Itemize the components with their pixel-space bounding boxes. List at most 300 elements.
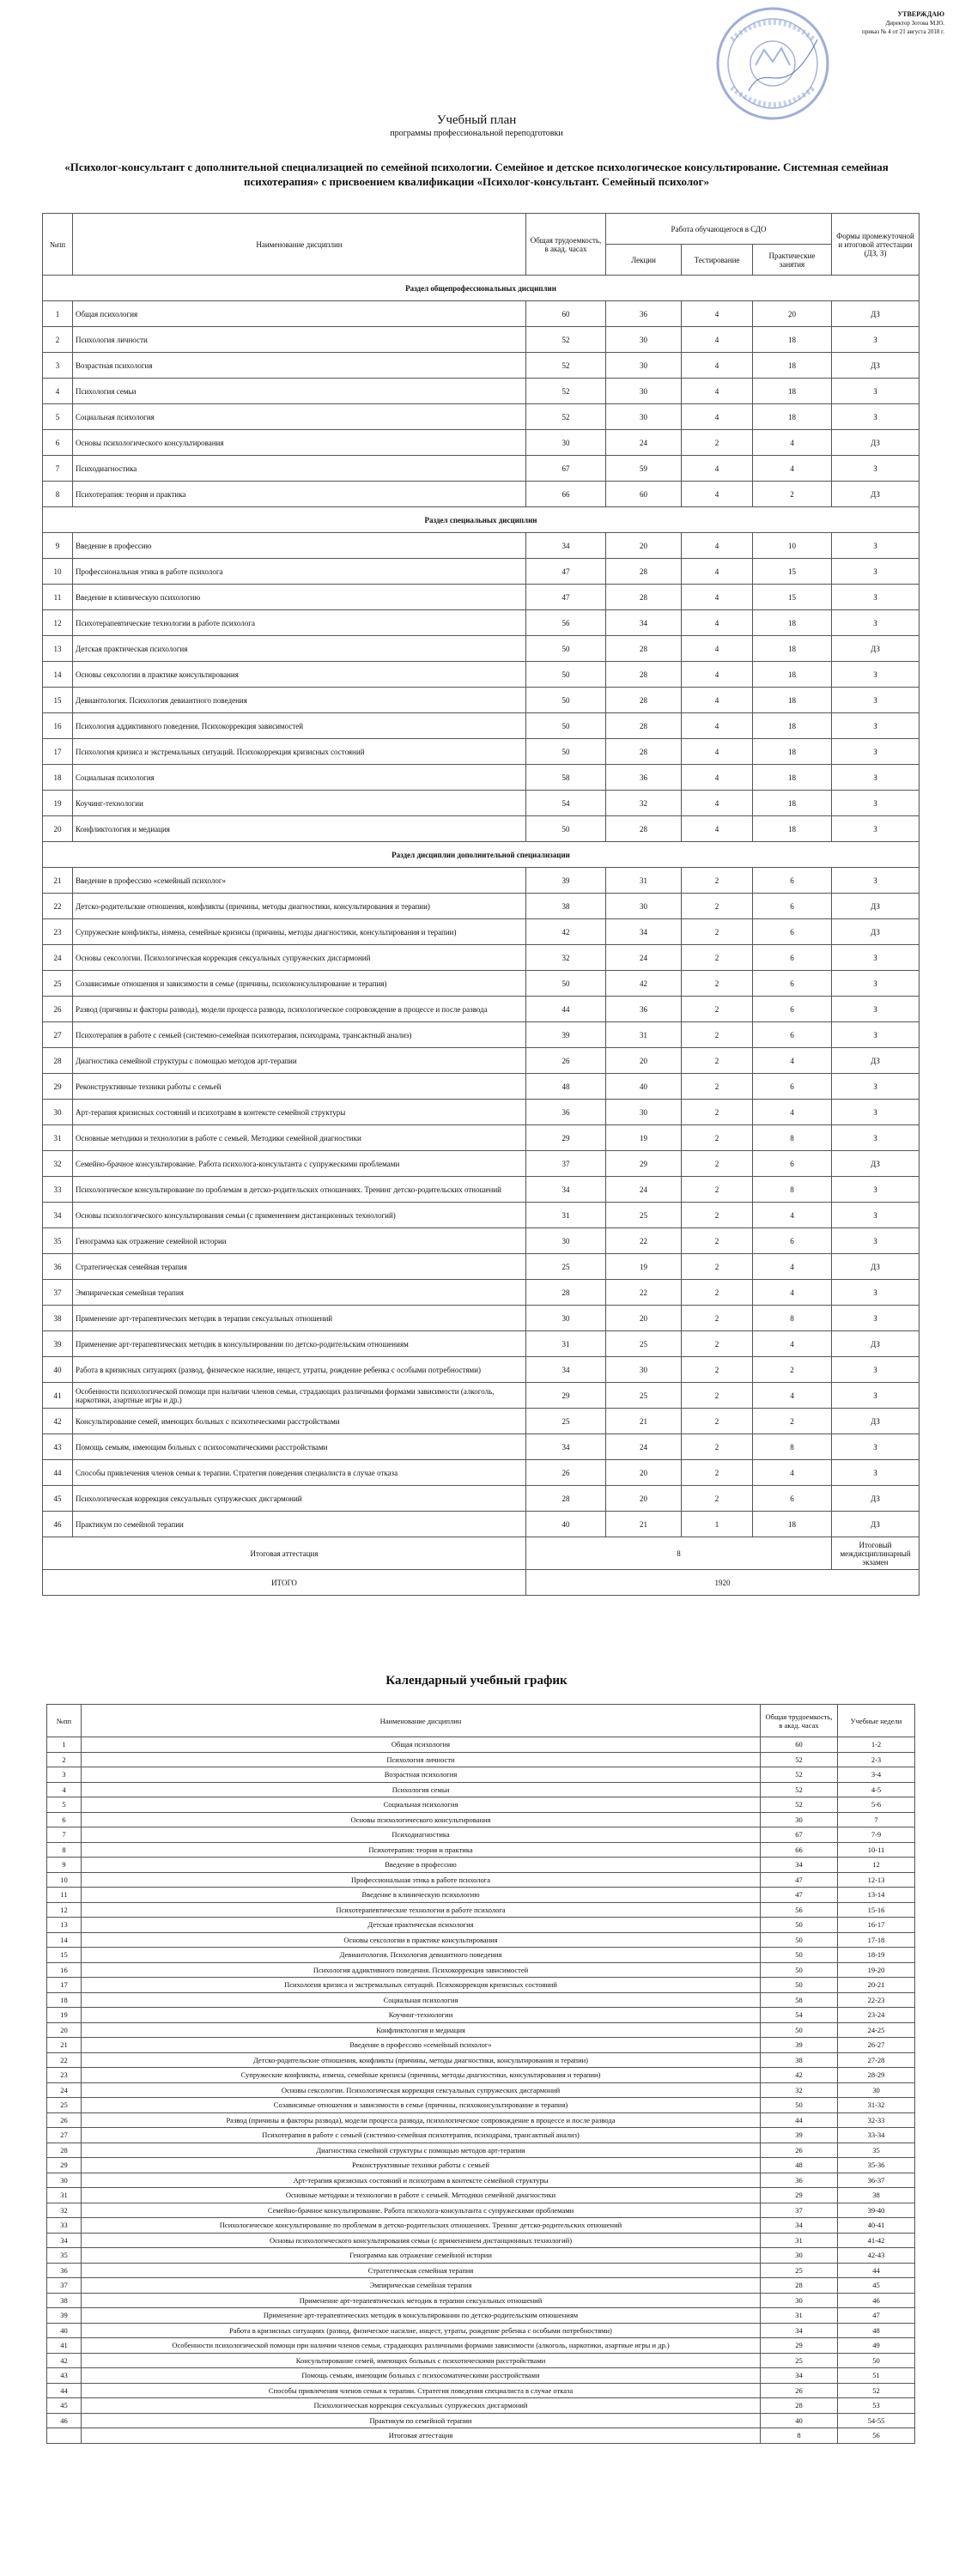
testing-hours: 2 bbox=[682, 1177, 753, 1203]
table-row bbox=[43, 739, 920, 765]
lecture-hours: 24 bbox=[606, 945, 682, 971]
row-num: 6 bbox=[43, 430, 73, 456]
lecture-hours: 25 bbox=[606, 1383, 682, 1409]
discipline-name: Реконструктивные техники работы с семьей bbox=[73, 1074, 526, 1100]
testing-hours: 2 bbox=[682, 1409, 753, 1434]
discipline-name: Развод (причины и факторы развода), модели процесса развода, психологическое сопровождение в процессе и после развода bbox=[73, 997, 526, 1022]
row-num: 24 bbox=[47, 2082, 82, 2098]
approval-order: приказ № 4 от 21 августа 2018 г. bbox=[861, 28, 944, 35]
total-hours: 50 bbox=[761, 1962, 838, 1978]
lecture-hours: 28 bbox=[606, 713, 682, 739]
table-row bbox=[47, 2203, 915, 2218]
lecture-hours: 28 bbox=[606, 636, 682, 662]
lecture-hours: 28 bbox=[606, 662, 682, 688]
row-num: 33 bbox=[43, 1177, 73, 1203]
table-row bbox=[43, 894, 920, 919]
table-row bbox=[43, 1022, 920, 1048]
study-weeks: 4-5 bbox=[838, 1782, 915, 1797]
discipline-name: Основы сексологии в практике консультирования bbox=[82, 1932, 761, 1948]
lecture-hours: 31 bbox=[606, 868, 682, 894]
table-row bbox=[43, 1383, 920, 1409]
total-hours: 31 bbox=[526, 1203, 606, 1228]
discipline-name: Социальная психология bbox=[73, 765, 526, 791]
total-hours: 25 bbox=[526, 1254, 606, 1280]
total-hours: 50 bbox=[761, 1948, 838, 1963]
table-row bbox=[43, 1074, 920, 1100]
assessment-form: З bbox=[832, 739, 920, 765]
lecture-hours: 34 bbox=[606, 919, 682, 945]
practice-hours: 6 bbox=[753, 894, 832, 919]
total-hours: 30 bbox=[526, 1228, 606, 1254]
discipline-name: Психодиагностика bbox=[73, 456, 526, 482]
testing-hours: 4 bbox=[682, 662, 753, 688]
discipline-name: Психологическое консультирование по проблемам в детско-родительских отношениях. Тренинг детско-родительских отношений bbox=[82, 2218, 761, 2234]
table-row bbox=[43, 1306, 920, 1331]
total-hours: 28 bbox=[761, 2398, 838, 2414]
discipline-name: Практикум по семейной терапии bbox=[73, 1512, 526, 1537]
table-row bbox=[47, 1902, 915, 1918]
assessment-form: З bbox=[832, 533, 920, 559]
total-hours: 25 bbox=[526, 1409, 606, 1434]
table-row bbox=[43, 327, 920, 353]
total-hours: 52 bbox=[526, 353, 606, 379]
total-hours: 39 bbox=[526, 1022, 606, 1048]
lecture-hours: 22 bbox=[606, 1280, 682, 1306]
study-weeks: 54-55 bbox=[838, 2413, 915, 2428]
practice-hours: 6 bbox=[753, 1486, 832, 1512]
study-weeks: 5-6 bbox=[838, 1797, 915, 1813]
table-row bbox=[47, 1858, 915, 1873]
row-num: 3 bbox=[47, 1767, 82, 1783]
discipline-name: Способы привлечения членов семьи к терапии. Стратегия поведения специалиста в случае отказа bbox=[73, 1460, 526, 1486]
total-hours: 50 bbox=[526, 713, 606, 739]
practice-hours: 4 bbox=[753, 1203, 832, 1228]
study-weeks: 2-3 bbox=[838, 1752, 915, 1767]
row-num: 19 bbox=[43, 791, 73, 816]
study-weeks: 51 bbox=[838, 2368, 915, 2384]
table-row bbox=[47, 2052, 915, 2068]
study-weeks: 17-18 bbox=[838, 1932, 915, 1948]
testing-hours: 2 bbox=[682, 1203, 753, 1228]
practice-hours: 18 bbox=[753, 739, 832, 765]
study-weeks: 39-40 bbox=[838, 2203, 915, 2218]
total-hours: 44 bbox=[526, 997, 606, 1022]
program-title: «Психолог-консультант с дополнительной специализацией по семейной психологии. Семейное и детское психологическое консультирование. Системная семейная психотерапия» с присвоением квалификации «Психолог-консультант. Семейный психолог» bbox=[64, 161, 889, 188]
discipline-name: Общая психология bbox=[82, 1737, 761, 1753]
assessment-form: З bbox=[832, 945, 920, 971]
row-num: 13 bbox=[47, 1918, 82, 1933]
document-title: Учебный план bbox=[436, 113, 517, 127]
row-num: 23 bbox=[43, 919, 73, 945]
approval-block bbox=[807, 10, 944, 36]
total-hours: 39 bbox=[526, 868, 606, 894]
row-num: 26 bbox=[47, 2112, 82, 2128]
table-row bbox=[43, 997, 920, 1022]
table-row bbox=[43, 379, 920, 404]
discipline-name: Применение арт-терапевтических методик в терапии сексуальных отношений bbox=[73, 1306, 526, 1331]
discipline-name: Диагностика семейной структуры с помощью методов арт-терапии bbox=[82, 2143, 761, 2158]
total-hours: 50 bbox=[526, 971, 606, 997]
study-weeks: 35-36 bbox=[838, 2158, 915, 2173]
discipline-name: Введение в клиническую психологию bbox=[73, 585, 526, 610]
table-row bbox=[47, 2323, 915, 2338]
assessment-form: ДЗ bbox=[832, 1254, 920, 1280]
testing-hours: 4 bbox=[682, 404, 753, 430]
practice-hours: 2 bbox=[753, 482, 832, 507]
total-hours: 1920 bbox=[526, 1570, 920, 1596]
table-row bbox=[47, 2308, 915, 2324]
lecture-hours: 60 bbox=[606, 482, 682, 507]
study-weeks: 40-41 bbox=[838, 2218, 915, 2234]
discipline-name: Детская практическая психология bbox=[73, 636, 526, 662]
table-row bbox=[47, 2098, 915, 2113]
practice-hours: 4 bbox=[753, 1460, 832, 1486]
testing-hours: 1 bbox=[682, 1512, 753, 1537]
table-row bbox=[43, 353, 920, 379]
lecture-hours: 34 bbox=[606, 610, 682, 636]
table-row bbox=[43, 1254, 920, 1280]
discipline-name: Созависимые отношения и зависимости в семье (причины, психоконсультирование и терапия) bbox=[73, 971, 526, 997]
study-weeks: 46 bbox=[838, 2293, 915, 2308]
practice-hours: 10 bbox=[753, 533, 832, 559]
total-hours: 50 bbox=[526, 816, 606, 842]
discipline-name: Основы сексологии. Психологическая коррекция сексуальных супружеских дисгармоний bbox=[73, 945, 526, 971]
total-hours: 50 bbox=[526, 688, 606, 713]
assessment-form: З bbox=[832, 1177, 920, 1203]
practice-hours: 4 bbox=[753, 1100, 832, 1125]
assessment-form: З bbox=[832, 1228, 920, 1254]
assessment-form: З bbox=[832, 713, 920, 739]
row-num: 1 bbox=[47, 1737, 82, 1753]
header-practice: Практические занятия bbox=[753, 245, 832, 276]
discipline-name: Основы сексологии. Психологическая коррекция сексуальных супружеских дисгармоний bbox=[82, 2082, 761, 2098]
row-num: 4 bbox=[43, 379, 73, 404]
row-num: 25 bbox=[43, 971, 73, 997]
study-weeks: 47 bbox=[838, 2308, 915, 2324]
discipline-name: Арт-терапия кризисных состояний и психотравм в контексте семейной структуры bbox=[82, 2173, 761, 2188]
final-attestation-row bbox=[47, 2428, 915, 2444]
row-num: 20 bbox=[43, 816, 73, 842]
table-row bbox=[47, 1888, 915, 1903]
study-weeks: 44 bbox=[838, 2263, 915, 2278]
study-weeks: 30 bbox=[838, 2082, 915, 2098]
row-num: 18 bbox=[43, 765, 73, 791]
row-num: 45 bbox=[47, 2398, 82, 2414]
total-hours: 34 bbox=[761, 2218, 838, 2234]
lecture-hours: 19 bbox=[606, 1254, 682, 1280]
assessment-form: З bbox=[832, 610, 920, 636]
discipline-name: Основы психологического консультирования bbox=[82, 1812, 761, 1827]
final-attestation-label: Итоговая аттестация bbox=[43, 1537, 526, 1570]
practice-hours: 6 bbox=[753, 1022, 832, 1048]
row-num: 41 bbox=[43, 1383, 73, 1409]
total-hours: 26 bbox=[761, 2383, 838, 2398]
practice-hours: 2 bbox=[753, 1409, 832, 1434]
header-sdo: Работа обучающегося в СДО bbox=[606, 214, 832, 245]
testing-hours: 4 bbox=[682, 688, 753, 713]
total-hours: 40 bbox=[761, 2413, 838, 2428]
discipline-name: Супружеские конфликты, измена, семейные кризисы (причины, методы диагностики, консультирования и терапии) bbox=[73, 919, 526, 945]
discipline-name: Профессиональная этика в работе психолога bbox=[82, 1872, 761, 1888]
table-row bbox=[47, 2218, 915, 2234]
practice-hours: 18 bbox=[753, 713, 832, 739]
discipline-name: Практикум по семейной терапии bbox=[82, 2413, 761, 2428]
lecture-hours: 20 bbox=[606, 1306, 682, 1331]
assessment-form: З bbox=[832, 791, 920, 816]
row-num: 15 bbox=[43, 688, 73, 713]
total-hours: 47 bbox=[761, 1872, 838, 1888]
testing-hours: 2 bbox=[682, 945, 753, 971]
total-hours: 34 bbox=[761, 1858, 838, 1873]
row-num: 26 bbox=[43, 997, 73, 1022]
row-num: 44 bbox=[47, 2383, 82, 2398]
discipline-name: Консультирование семей, имеющих больных с психотическими расстройствами bbox=[82, 2353, 761, 2368]
table-row bbox=[43, 1409, 920, 1434]
row-num: 30 bbox=[47, 2173, 82, 2188]
lecture-hours: 28 bbox=[606, 585, 682, 610]
header-forms: Формы промежуточной и итоговой аттестации (ДЗ, З) bbox=[832, 214, 920, 276]
testing-hours: 4 bbox=[682, 353, 753, 379]
total-hours: 34 bbox=[526, 1177, 606, 1203]
total-hours: 60 bbox=[761, 1737, 838, 1753]
assessment-form: З bbox=[832, 1022, 920, 1048]
row-num: 19 bbox=[47, 2008, 82, 2023]
practice-hours: 8 bbox=[753, 1306, 832, 1331]
discipline-name: Психология кризиса и экстремальных ситуаций. Психокоррекция кризисных состояний bbox=[82, 1978, 761, 1993]
study-weeks: 1-2 bbox=[838, 1737, 915, 1753]
testing-hours: 4 bbox=[682, 559, 753, 585]
discipline-name: Конфликтология и медиация bbox=[73, 816, 526, 842]
header-hours: Общая трудоемкость, в акад. часах bbox=[526, 214, 606, 276]
assessment-form: З bbox=[832, 559, 920, 585]
discipline-name: Детско-родительские отношения, конфликты (причины, методы диагностики, консультирования и терапии) bbox=[82, 2052, 761, 2068]
row-num: 8 bbox=[47, 1842, 82, 1858]
total-hours: 38 bbox=[526, 894, 606, 919]
practice-hours: 18 bbox=[753, 791, 832, 816]
total-hours: 26 bbox=[526, 1048, 606, 1074]
testing-hours: 4 bbox=[682, 610, 753, 636]
table-row bbox=[43, 1203, 920, 1228]
row-num: 28 bbox=[47, 2143, 82, 2158]
assessment-form: З bbox=[832, 1100, 920, 1125]
row-num: 39 bbox=[43, 1331, 73, 1357]
total-hours: 56 bbox=[761, 1902, 838, 1918]
discipline-name: Детско-родительские отношения, конфликты (причины, методы диагностики, консультирования и терапии) bbox=[73, 894, 526, 919]
assessment-form: З bbox=[832, 404, 920, 430]
testing-hours: 4 bbox=[682, 791, 753, 816]
discipline-name: Стратегическая семейная терапия bbox=[73, 1254, 526, 1280]
assessment-form: З bbox=[832, 379, 920, 404]
table-row bbox=[43, 1280, 920, 1306]
discipline-name: Общая психология bbox=[73, 301, 526, 327]
lecture-hours: 19 bbox=[606, 1125, 682, 1151]
practice-hours: 8 bbox=[753, 1434, 832, 1460]
row-num: 18 bbox=[47, 1992, 82, 2008]
table-row bbox=[47, 2022, 915, 2038]
study-weeks: 41-42 bbox=[838, 2233, 915, 2248]
lecture-hours: 29 bbox=[606, 1151, 682, 1177]
discipline-name: Основы психологического консультирования семьи (с применением дистанционных технологий) bbox=[82, 2233, 761, 2248]
total-hours: 48 bbox=[761, 2158, 838, 2173]
total-hours: 32 bbox=[526, 945, 606, 971]
discipline-name: Супружеские конфликты, измена, семейные кризисы (причины, методы диагностики, консультирования и терапии) bbox=[82, 2068, 761, 2083]
table-row bbox=[47, 2158, 915, 2173]
study-weeks: 26-27 bbox=[838, 2038, 915, 2053]
lecture-hours: 42 bbox=[606, 971, 682, 997]
row-num: 23 bbox=[47, 2068, 82, 2083]
discipline-name: Основные методики и технологии в работе с семьей. Методики семейной диагностики bbox=[73, 1125, 526, 1151]
assessment-form: ДЗ bbox=[832, 1331, 920, 1357]
row-num: 7 bbox=[43, 456, 73, 482]
study-weeks: 35 bbox=[838, 2143, 915, 2158]
practice-hours: 4 bbox=[753, 1254, 832, 1280]
table-row bbox=[43, 1486, 920, 1512]
assessment-form: З bbox=[832, 662, 920, 688]
total-hours: 42 bbox=[526, 919, 606, 945]
assessment-form: ДЗ bbox=[832, 894, 920, 919]
discipline-name: Диагностика семейной структуры с помощью методов арт-терапии bbox=[73, 1048, 526, 1074]
row-num: 17 bbox=[43, 739, 73, 765]
total-hours: 25 bbox=[761, 2353, 838, 2368]
header-lectures: Лекции bbox=[606, 245, 682, 276]
total-hours: 26 bbox=[526, 1460, 606, 1486]
discipline-name: Психотерапия: теория и практика bbox=[73, 482, 526, 507]
practice-hours: 18 bbox=[753, 327, 832, 353]
discipline-name: Коучинг-технологии bbox=[73, 791, 526, 816]
row-num: 46 bbox=[47, 2413, 82, 2428]
discipline-name: Основы психологического консультирования семьи (с применением дистанционных технологий) bbox=[73, 1203, 526, 1228]
table-row bbox=[47, 1812, 915, 1827]
discipline-name: Генограмма как отражение семейной истории bbox=[73, 1228, 526, 1254]
assessment-form: З bbox=[832, 1434, 920, 1460]
total-hours: 58 bbox=[526, 765, 606, 791]
discipline-name: Девиантология. Психология девиантного поведения bbox=[73, 688, 526, 713]
practice-hours: 6 bbox=[753, 1151, 832, 1177]
study-weeks: 15-16 bbox=[838, 1902, 915, 1918]
row-num: 29 bbox=[47, 2158, 82, 2173]
final-attestation-form: Итоговый междисциплинарный экзамен bbox=[832, 1537, 920, 1570]
total-hours: 28 bbox=[526, 1280, 606, 1306]
total-hours: 31 bbox=[761, 2233, 838, 2248]
row-num: 30 bbox=[43, 1100, 73, 1125]
testing-hours: 2 bbox=[682, 1151, 753, 1177]
total-hours: 66 bbox=[761, 1842, 838, 1858]
discipline-name: Применение арт-терапевтических методик в консультировании по детско-родительским отношениям bbox=[82, 2308, 761, 2324]
table-row bbox=[47, 2248, 915, 2264]
table-row bbox=[43, 1460, 920, 1486]
practice-hours: 18 bbox=[753, 379, 832, 404]
testing-hours: 2 bbox=[682, 1383, 753, 1409]
discipline-name: Конфликтология и медиация bbox=[82, 2022, 761, 2038]
row-num: 22 bbox=[47, 2052, 82, 2068]
discipline-name: Введение в профессию «семейный психолог» bbox=[73, 868, 526, 894]
total-hours: 50 bbox=[526, 662, 606, 688]
testing-hours: 4 bbox=[682, 765, 753, 791]
total-hours: 30 bbox=[526, 430, 606, 456]
row-num: 6 bbox=[47, 1812, 82, 1827]
discipline-name: Психотерапевтические технологии в работе психолога bbox=[73, 610, 526, 636]
testing-hours: 2 bbox=[682, 430, 753, 456]
practice-hours: 6 bbox=[753, 971, 832, 997]
practice-hours: 18 bbox=[753, 610, 832, 636]
row-num: 40 bbox=[43, 1357, 73, 1383]
row-num: 41 bbox=[47, 2338, 82, 2354]
table-row bbox=[43, 1177, 920, 1203]
discipline-name: Социальная психология bbox=[73, 404, 526, 430]
table-row bbox=[47, 2143, 915, 2158]
discipline-name: Психологическое консультирование по проблемам в детско-родительских отношениях. Тренинг детско-родительских отношений bbox=[73, 1177, 526, 1203]
discipline-name: Психология семьи bbox=[82, 1782, 761, 1797]
assessment-form: З bbox=[832, 1203, 920, 1228]
table-row bbox=[43, 404, 920, 430]
practice-hours: 4 bbox=[753, 1331, 832, 1357]
cal-header-hours: Общая трудоемкость, в акад. часах bbox=[761, 1705, 838, 1737]
discipline-name: Коучинг-технологии bbox=[82, 2008, 761, 2023]
table-row bbox=[47, 1737, 915, 1753]
header-num: №пп bbox=[43, 214, 73, 276]
total-hours: 34 bbox=[761, 2368, 838, 2384]
lecture-hours: 30 bbox=[606, 894, 682, 919]
row-num: 10 bbox=[43, 559, 73, 585]
testing-hours: 2 bbox=[682, 1254, 753, 1280]
assessment-form: З bbox=[832, 971, 920, 997]
practice-hours: 8 bbox=[753, 1125, 832, 1151]
row-num: 5 bbox=[47, 1797, 82, 1813]
row-num: 4 bbox=[47, 1782, 82, 1797]
testing-hours: 4 bbox=[682, 739, 753, 765]
lecture-hours: 36 bbox=[606, 765, 682, 791]
lecture-hours: 32 bbox=[606, 791, 682, 816]
row-num: 24 bbox=[43, 945, 73, 971]
assessment-form: ДЗ bbox=[832, 1409, 920, 1434]
discipline-name: Работа в кризисных ситуациях (развод, физическое насилие, инцест, утраты, рождение ребенка с особыми потребностями) bbox=[73, 1357, 526, 1383]
table-row bbox=[43, 1151, 920, 1177]
practice-hours: 15 bbox=[753, 559, 832, 585]
table-row bbox=[47, 1842, 915, 1858]
testing-hours: 4 bbox=[682, 456, 753, 482]
lecture-hours: 30 bbox=[606, 327, 682, 353]
study-weeks: 32-33 bbox=[838, 2112, 915, 2128]
discipline-name: Особенности психологической помощи при наличии членов семьи, страдающих различными формами зависимости (алкоголь, наркотики, азартные игры и др.) bbox=[82, 2338, 761, 2354]
table-row bbox=[47, 2263, 915, 2278]
discipline-name: Психотерапия в работе с семьей (системно-семейная психотерапия, психодрама, трансактный анализ) bbox=[82, 2128, 761, 2143]
table-row bbox=[43, 791, 920, 816]
testing-hours: 2 bbox=[682, 1460, 753, 1486]
discipline-name: Реконструктивные техники работы с семьей bbox=[82, 2158, 761, 2173]
lecture-hours: 24 bbox=[606, 1177, 682, 1203]
total-hours: 34 bbox=[526, 1434, 606, 1460]
table-row bbox=[47, 2233, 915, 2248]
table-row bbox=[43, 662, 920, 688]
discipline-name: Семейно-брачное консультирование. Работа психолога-консультанта с супружескими проблемами bbox=[82, 2203, 761, 2218]
total-hours: 29 bbox=[526, 1383, 606, 1409]
practice-hours: 18 bbox=[753, 353, 832, 379]
assessment-form: З bbox=[832, 1074, 920, 1100]
row-num: 9 bbox=[47, 1858, 82, 1873]
testing-hours: 2 bbox=[682, 1100, 753, 1125]
row-num: 42 bbox=[47, 2353, 82, 2368]
total-hours: 26 bbox=[761, 2143, 838, 2158]
study-weeks: 3-4 bbox=[838, 1767, 915, 1783]
testing-hours: 4 bbox=[682, 816, 753, 842]
row-num: 21 bbox=[47, 2038, 82, 2053]
table-row bbox=[43, 559, 920, 585]
row-num: 9 bbox=[43, 533, 73, 559]
testing-hours: 4 bbox=[682, 482, 753, 507]
practice-hours: 2 bbox=[753, 1357, 832, 1383]
section-header-row bbox=[43, 507, 920, 533]
study-weeks: 22-23 bbox=[838, 1992, 915, 2008]
